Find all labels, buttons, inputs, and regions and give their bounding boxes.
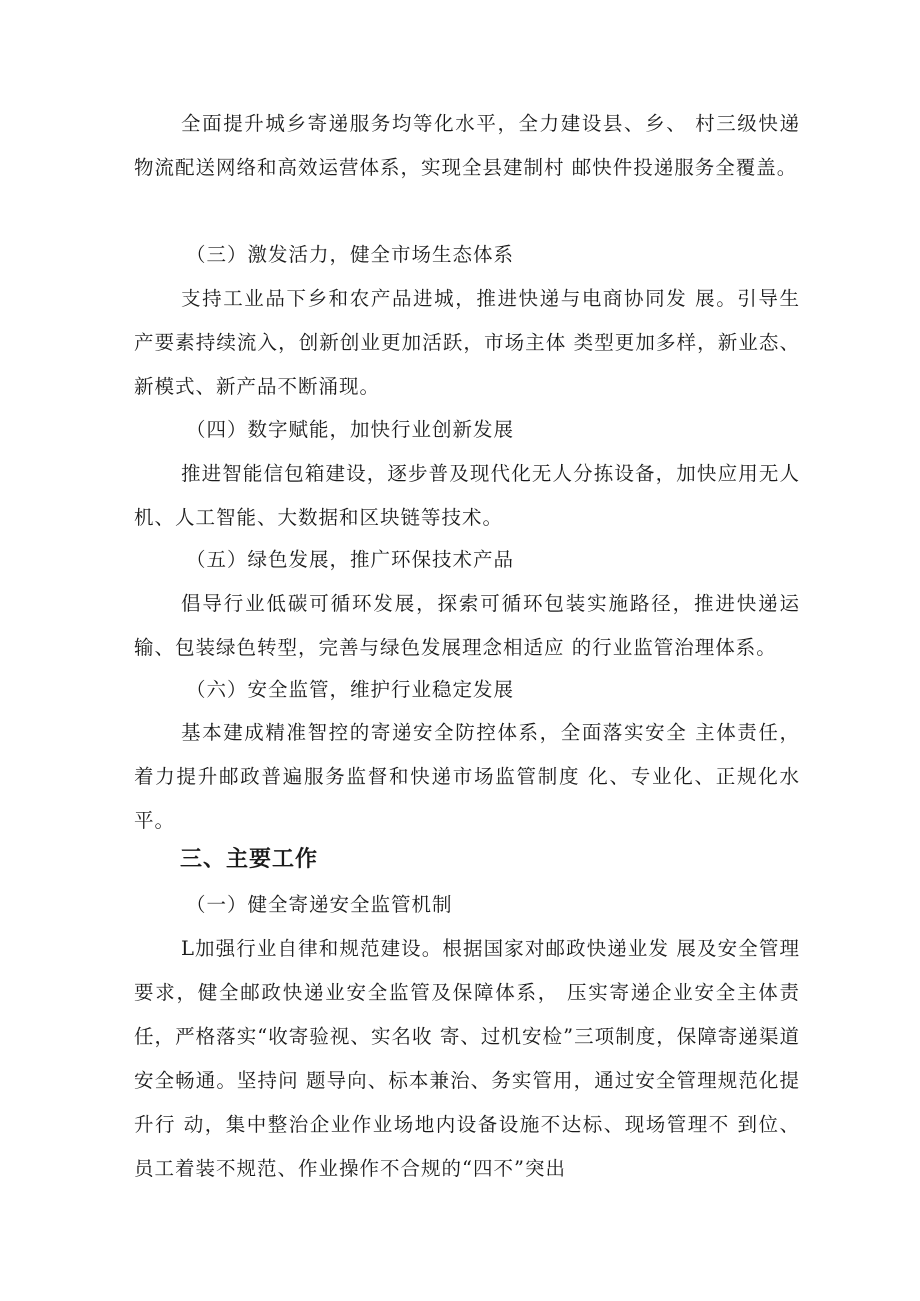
subheading-safety-supervision: （六）安全监管，维护行业稳定发展 [186, 678, 515, 701]
paragraph-market-ecosystem: 支持工业品下乡和农产品进城，推进快递与电商协同发 展。引导生产要素持续流入，创新创业更加活跃，市场主体 类型更加多样，新业态、新模式、新产品不断涌现。 [134, 287, 800, 398]
section-heading-main-work: 三、主要工作 [180, 847, 319, 872]
paragraph-industry-self-discipline: L加强行业自律和规范建设。根据国家对邮政快递业发 展及安全管理要求，健全邮政快递业安全监管及保障体系， 压实寄递企业安全主体责任，严格落实“收寄验视、实名收 寄、过机安检”三项制度，保障寄递渠道安全畅通。坚持问 题导向、标本兼治、务实管用，通过安全管理规范化提升行 动，集中整治企业作业场地内设备设施不达标、现场管理不 到位、员工着装不规范、作业操作不合规的“四不”突出 [134, 937, 800, 1180]
paragraph-digital-empowerment: 推进智能信包箱建设，逐步普及现代化无人分拣设备，加快应用无人机、人工智能、大数据和区块链等技术。 [134, 462, 800, 529]
paragraph-service-coverage: 全面提升城乡寄递服务均等化水平，全力建设县、乡、 村三级快递物流配送网络和高效运营体系，实现全县建制村 邮快件投递服务全覆盖。 [134, 112, 800, 179]
subheading-market-ecosystem: （三）激发活力，健全市场生态体系 [186, 243, 515, 266]
subheading-safety-mechanism: （一）健全寄递安全监管机制 [186, 893, 453, 916]
subheading-digital-empowerment: （四）数字赋能，加快行业创新发展 [186, 418, 515, 441]
paragraph-green-development: 倡导行业低碳可循环发展，探索可循环包装实施路径，推进快递运输、包装绿色转型，完善与绿色发展理念相适应 的行业监管治理体系。 [134, 592, 800, 659]
subheading-green-development: （五）绿色发展，推广环保技术产品 [186, 548, 515, 571]
paragraph-safety-supervision: 基本建成精准智控的寄递安全防控体系，全面落实安全 主体责任，着力提升邮政普遍服务监督和快递市场监管制度 化、专业化、正规化水平。 [134, 721, 800, 832]
